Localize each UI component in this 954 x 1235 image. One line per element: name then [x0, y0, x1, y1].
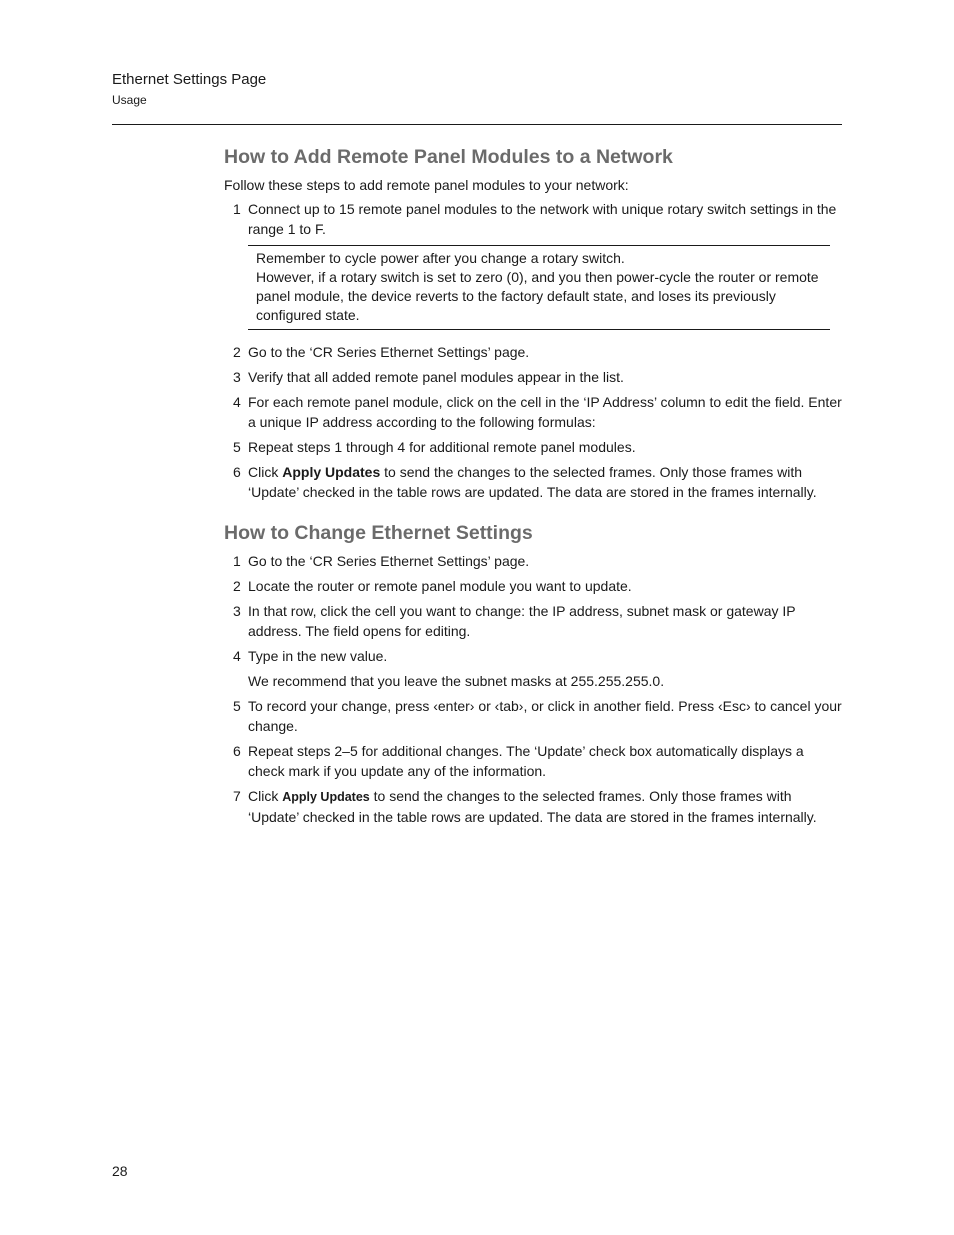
step-text: Connect up to 15 remote panel modules to the network with unique rotary switch settings in the range 1 to F.	[248, 201, 837, 237]
step-item	[224, 392, 844, 432]
step-item	[224, 646, 844, 666]
step-number: 4	[233, 648, 241, 664]
step-item	[224, 696, 844, 736]
step-text: Repeat steps 2–5 for additional changes. The ‘Update’ check box automatically displays a check mark if you update any of the information.	[248, 743, 804, 779]
section-intro: Follow these steps to add remote panel modules to your network:	[224, 177, 629, 193]
step-item	[224, 741, 844, 781]
step-item	[224, 576, 844, 596]
step-number: 6	[233, 743, 241, 759]
step-text: Go to the ‘CR Series Ethernet Settings’ page.	[248, 344, 530, 360]
steps-list-add-modules	[224, 199, 844, 239]
step-item	[224, 551, 844, 571]
running-header	[112, 70, 266, 110]
step-item	[224, 786, 844, 827]
step-number: 3	[233, 603, 241, 619]
step-number: 2	[233, 578, 241, 594]
step-text-pre: Click	[248, 464, 283, 480]
step-number: 4	[233, 394, 241, 410]
step-text-pre: Click	[248, 788, 283, 804]
apply-updates-label: Apply Updates	[282, 790, 370, 804]
step-item	[224, 437, 844, 457]
step-number: 2	[233, 344, 241, 360]
step-text: In that row, click the cell you want to change: the IP address, subnet mask or gateway IP address. The field opens for editing.	[248, 603, 796, 639]
step-text: Verify that all added remote panel modules appear in the list.	[248, 369, 624, 385]
step-text-post: to send the changes to the selected frames. Only those frames with ‘Update’ checked in the table rows are updated. The data are stored in the frames internally.	[248, 788, 817, 825]
step-text: To record your change, press ‹enter› or ‹tab›, or click in another field. Press ‹Esc› to cancel your change.	[248, 698, 842, 734]
step-number: 5	[233, 698, 241, 714]
note-box	[248, 245, 830, 330]
step-text: Go to the ‘CR Series Ethernet Settings’ page.	[248, 553, 530, 569]
step-text: For each remote panel module, click on the cell in the ‘IP Address’ column to edit the field. Enter a unique IP address according to the following formulas:	[248, 394, 842, 430]
step-number: 1	[233, 553, 241, 569]
steps-list-change-settings	[224, 551, 844, 666]
step-item	[224, 462, 844, 502]
step-item	[224, 342, 844, 362]
step-number: 7	[233, 788, 241, 804]
steps-list-change-settings-continued	[224, 696, 844, 827]
page-number: 28	[112, 1163, 128, 1179]
step-text: Repeat steps 1 through 4 for additional remote panel modules.	[248, 439, 636, 455]
header-subtitle: Usage	[112, 93, 147, 107]
step-item	[224, 601, 844, 641]
recommendation-text: We recommend that you leave the subnet masks at 255.255.255.0.	[248, 673, 665, 689]
header-title: Ethernet Settings Page	[112, 71, 267, 88]
header-divider	[112, 124, 842, 125]
note-line: However, if a rotary switch is set to zero (0), and you then power-cycle the router or remote panel module, the device reverts to the factory default state, and loses its previously configured state.	[256, 269, 819, 323]
section-heading-change-settings: How to Change Ethernet Settings	[224, 522, 533, 544]
step-text: Type in the new value.	[248, 648, 388, 664]
step-number: 6	[233, 464, 241, 480]
step-item	[224, 199, 844, 239]
step-number: 5	[233, 439, 241, 455]
step-number: 3	[233, 369, 241, 385]
steps-list-add-modules-continued	[224, 342, 844, 502]
step-number: 1	[233, 201, 241, 217]
step-text-post: to send the changes to the selected frames. Only those frames with ‘Update’ checked in the table rows are updated. The data are stored in the frames internally.	[248, 464, 817, 500]
section-heading-add-modules: How to Add Remote Panel Modules to a Network	[224, 146, 673, 168]
main-content	[224, 144, 844, 832]
step-text: Locate the router or remote panel module you want to update.	[248, 578, 632, 594]
apply-updates-label: Apply Updates	[282, 464, 381, 480]
note-line: Remember to cycle power after you change a rotary switch.	[256, 250, 625, 266]
step-item	[224, 367, 844, 387]
